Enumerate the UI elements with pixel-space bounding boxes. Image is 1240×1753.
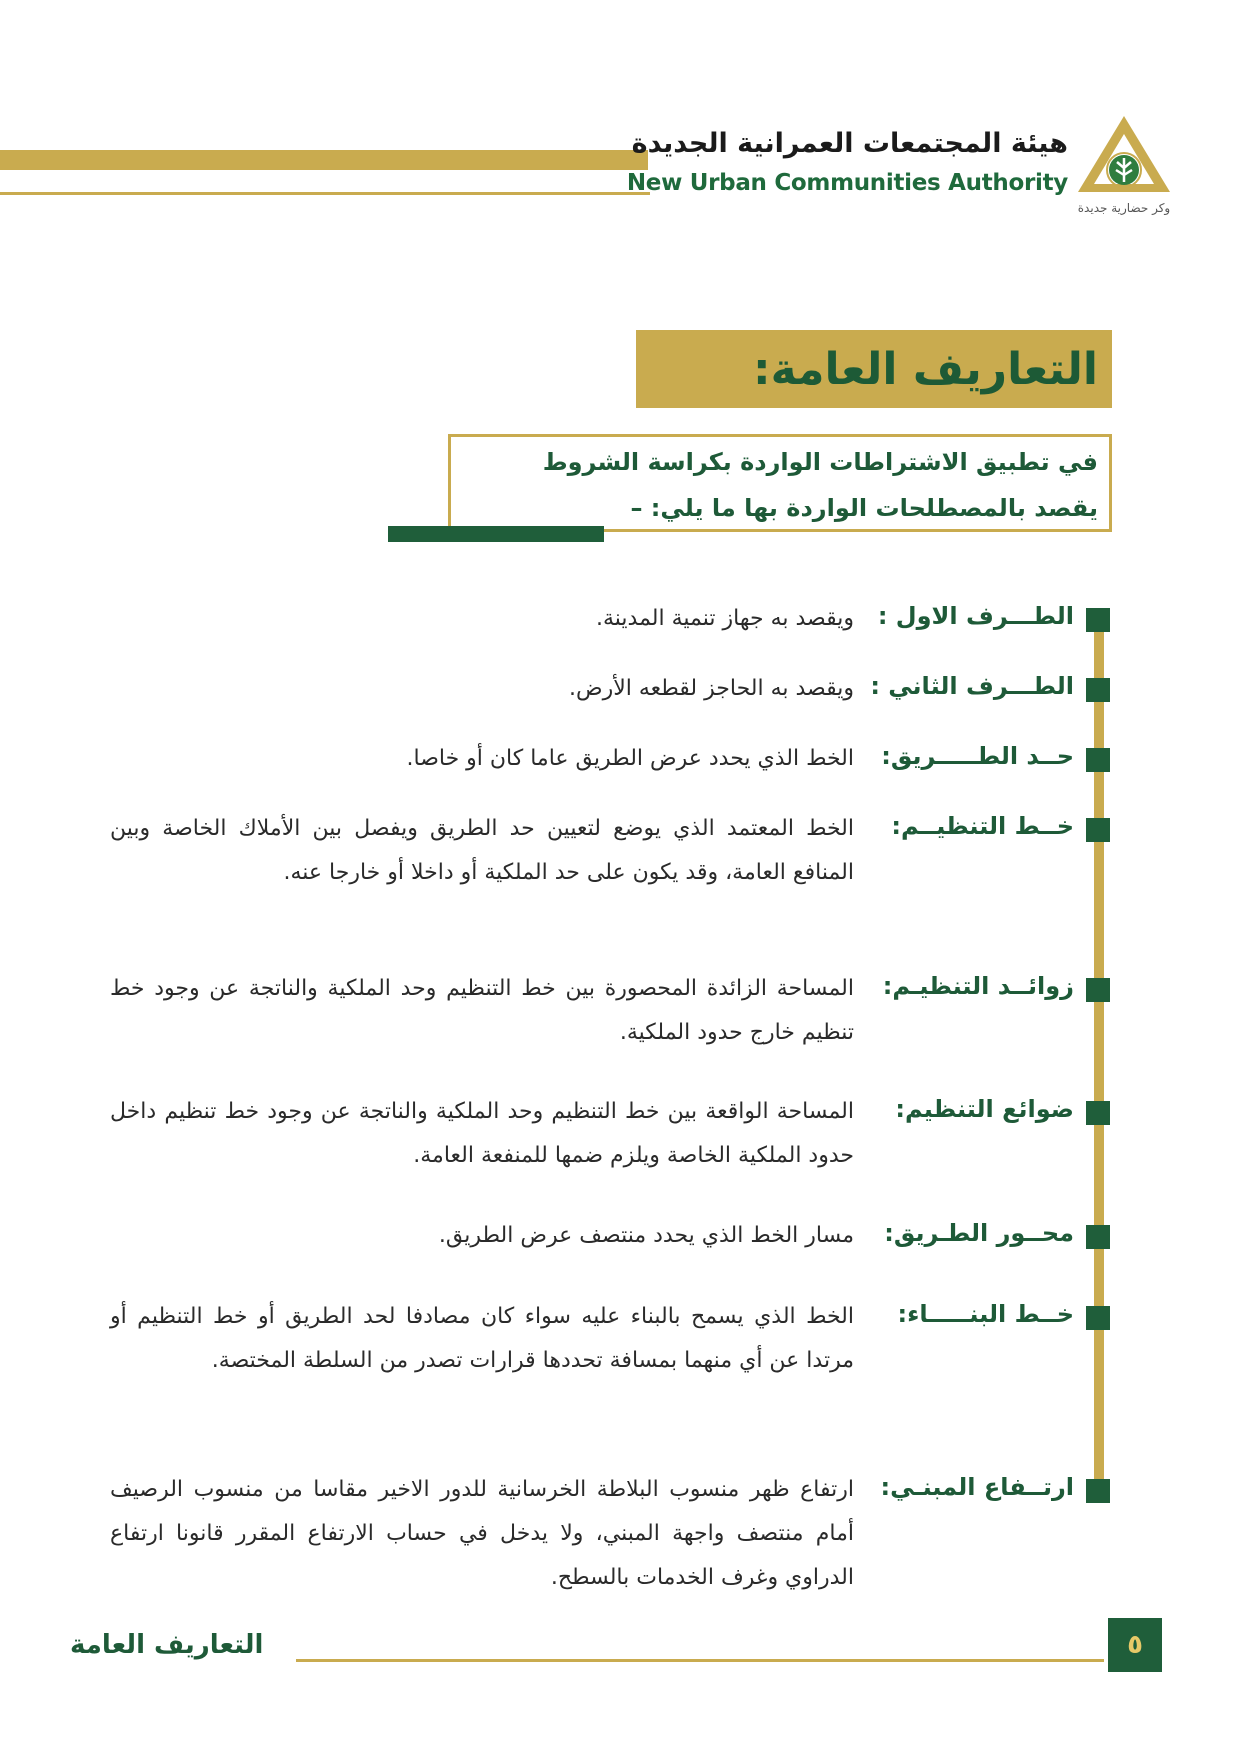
intro-line-2: يقصد بالمصطلحات الواردة بها ما يلي: – bbox=[630, 494, 1098, 522]
footer-title: التعاريف العامة bbox=[70, 1630, 264, 1660]
term-description: ويقصد به جهاز تنمية المدينة. bbox=[595, 606, 854, 631]
term-description: المساحة الواقعة بين خط التنظيم وحد الملكية والناتجة عن وجود خط تنظيم داخل حدود الملكية الخاصة ويلزم ضمها للمنفعة العامة. bbox=[110, 1099, 854, 1168]
term-description: المساحة الزائدة المحصورة بين خط التنظيم وحد الملكية والناتجة عن وجود خط تنظيم خارج حدود الملكية. bbox=[110, 976, 854, 1045]
intro-line-1: في تطبيق الاشتراطات الواردة بكراسة الشروط bbox=[542, 448, 1098, 476]
bullet-square-icon bbox=[1086, 748, 1110, 772]
footer-gold-line bbox=[296, 1659, 1104, 1662]
term-label: خــط البنـــــاء: bbox=[897, 1300, 1074, 1328]
term-description: ويقصد به الحاجز لقطعه الأرض. bbox=[568, 676, 854, 701]
term-label: محــور الطـريق: bbox=[884, 1219, 1074, 1247]
header-gold-bar bbox=[0, 150, 648, 170]
term-description: الخط الذي يحدد عرض الطريق عاما كان أو خاصا. bbox=[406, 746, 854, 771]
term-label: الطـــرف الاول : bbox=[877, 602, 1074, 630]
bullet-square-icon bbox=[1086, 1306, 1110, 1330]
term-label: ارتــفاع المبنـي: bbox=[880, 1473, 1074, 1501]
term-description: مسار الخط الذي يحدد منتصف عرض الطريق. bbox=[438, 1223, 854, 1248]
intro-green-accent bbox=[388, 526, 604, 542]
term-description: الخط الذي يسمح بالبناء عليه سواء كان مصادفا لحد الطريق أو خط التنظيم أو مرتدا عن أي منهما بمسافة تحددها قرارات تصدر من السلطة المختصة. bbox=[110, 1304, 854, 1373]
header-gold-line bbox=[0, 192, 650, 195]
page-number-box bbox=[1108, 1618, 1162, 1672]
definitions-timeline bbox=[1094, 608, 1104, 1486]
term-label: خــط التنظيــم: bbox=[891, 812, 1074, 840]
nuca-logo-icon bbox=[1074, 112, 1174, 220]
bullet-square-icon bbox=[1086, 608, 1110, 632]
page-number: ٥ bbox=[1127, 1630, 1143, 1660]
term-description: الخط المعتمد الذي يوضع لتعيين حد الطريق ويفصل بين الأملاك الخاصة وبين المنافع العامة، وقد يكون على حد الملكية أو داخلا أو خارجا عنه. bbox=[110, 816, 854, 885]
bullet-square-icon bbox=[1086, 1225, 1110, 1249]
term-label: زوائــد التنظيـم: bbox=[882, 972, 1074, 1000]
term-label: ضوائع التنظيم: bbox=[895, 1095, 1074, 1123]
term-description: ارتفاع ظهر منسوب البلاطة الخرسانية للدور الاخير مقاسا من منسوب الرصيف أمام منتصف واجهة المبني، ولا يدخل في حساب الارتفاع المقرر قانونا ارتفاع الدراوي وغرف الخدمات بالسطح. bbox=[110, 1477, 854, 1590]
org-name-arabic: هيئة المجتمعات العمرانية الجديدة bbox=[631, 128, 1068, 159]
section-title-box bbox=[636, 330, 1112, 408]
term-label: حــد الطـــــريق: bbox=[881, 742, 1074, 770]
org-name-english: New Urban Communities Authority bbox=[626, 170, 1068, 196]
term-label: الطـــرف الثاني : bbox=[870, 672, 1074, 700]
bullet-square-icon bbox=[1086, 1101, 1110, 1125]
bullet-square-icon bbox=[1086, 818, 1110, 842]
bullet-square-icon bbox=[1086, 1479, 1110, 1503]
bullet-square-icon bbox=[1086, 978, 1110, 1002]
bullet-square-icon bbox=[1086, 678, 1110, 702]
section-title: التعاريف العامة: bbox=[753, 343, 1098, 395]
logo-text: وكر حضارية جديدة bbox=[1077, 201, 1171, 215]
